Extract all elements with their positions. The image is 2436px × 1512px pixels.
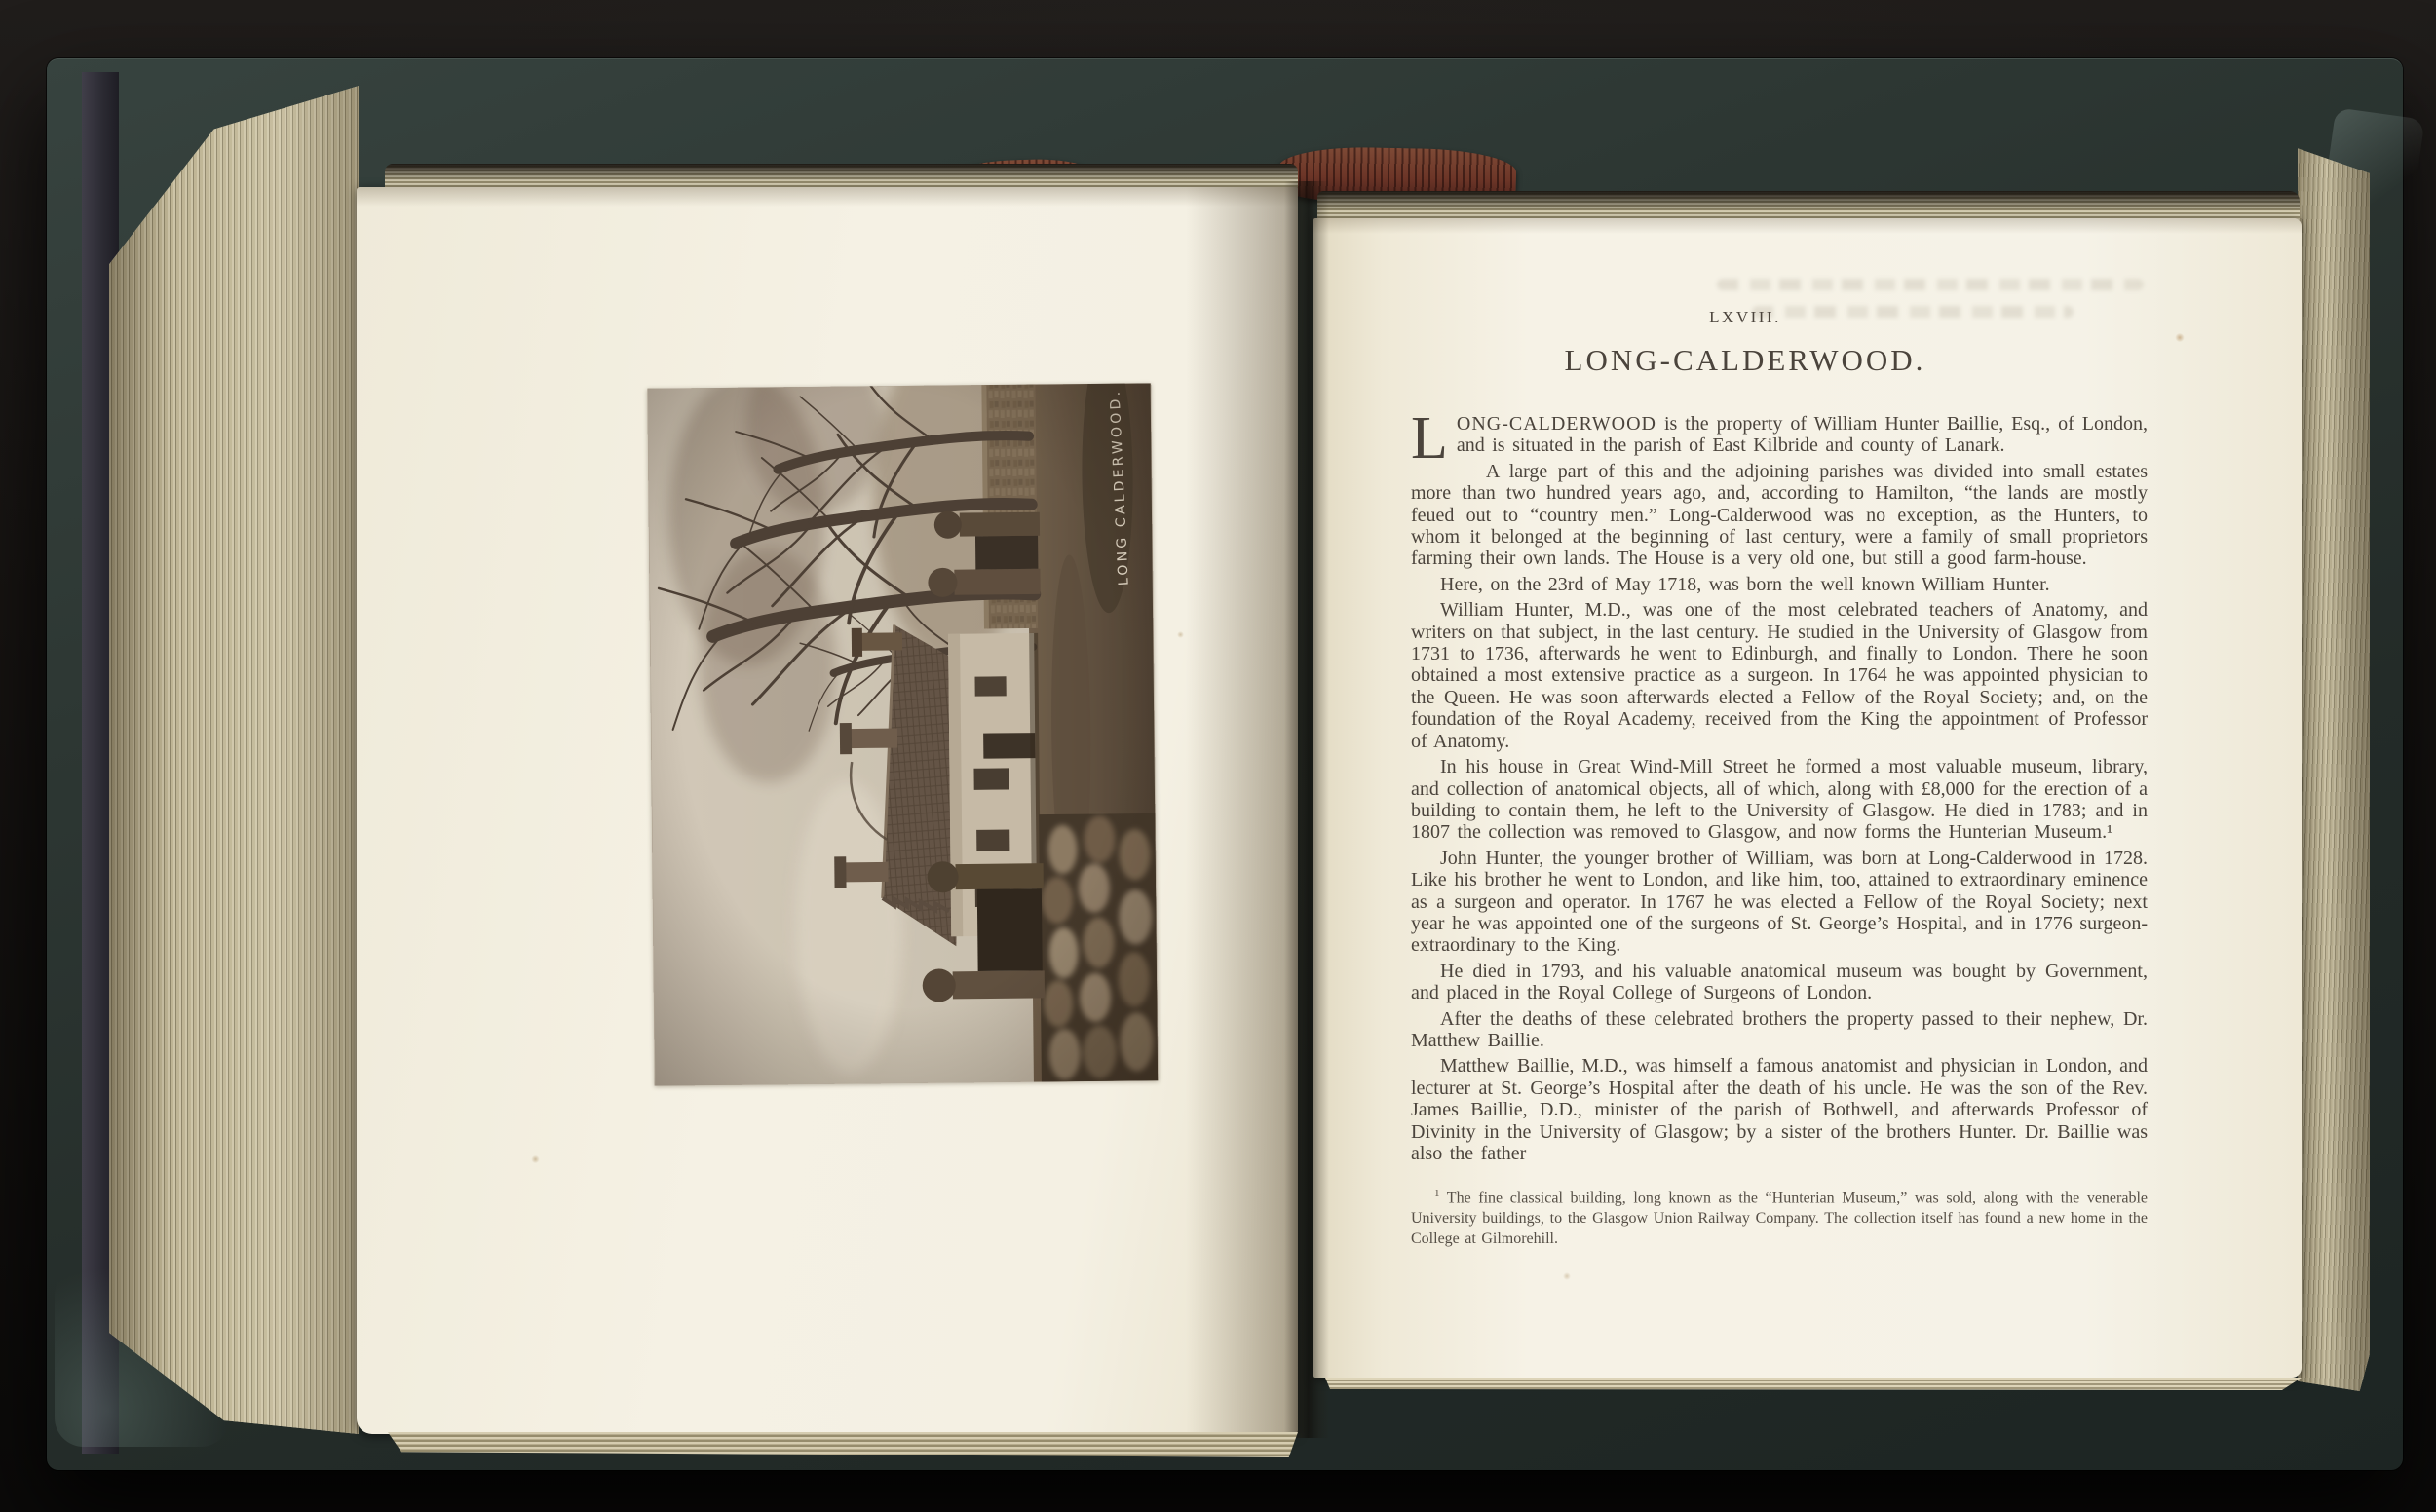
- drop-cap: L: [1411, 405, 1448, 472]
- body-paragraph: He died in 1793, and his valuable anatomical museum was bought by Government, and placed in the Royal College of Surgeons of London.: [1411, 960, 2148, 1004]
- show-through-text: [1717, 279, 2144, 290]
- foxing-speck: [2175, 333, 2185, 342]
- opening-paragraph: [1411, 405, 2148, 472]
- page-top-edges: [385, 164, 1298, 189]
- footnote-marker: 1: [1434, 1188, 1440, 1200]
- body-paragraph: A large part of this and the adjoining parishes was divided into small estates more than two hundred years ago, and, according to Hamilton, “the lands are mostly feued out to “country men.” Long-Calderwood was no exception, as the Hunters, to whom it belonged at the beginning of last century, were a family of small proprietors farming their own lands. The House is a very old one, but still a good farm-house.: [1411, 460, 2148, 570]
- footnote: [1411, 1184, 2148, 1249]
- body-paragraph: Here, on the 23rd of May 1718, was born the well known William Hunter.: [1440, 573, 2050, 595]
- body-paragraph: Matthew Baillie, M.D., was himself a famous anatomist and physician in London, and lecturer at St. George’s Hospital after the death of his uncle. He was the son of the Rev. James Baillie, D.D., minister of the parish of Bothwell, and afterwards Professor of Divinity in the University of Glasgow; by a sister of the brothers Hunter. Dr. Baillie was also the father: [1411, 1055, 2148, 1164]
- page-top-edges: [1317, 191, 2300, 220]
- farmhouse-photograph: [647, 383, 1158, 1085]
- page-bottom-edges: [1325, 1378, 2302, 1390]
- right-page-block-fore-edge: [2298, 142, 2370, 1391]
- chapter-heading: [1411, 308, 2148, 378]
- body-paragraph: John Hunter, the younger brother of William, was born at Long-Calderwood in 1728. Like his brother he went to London, and like him, too, attained to extraordinary eminence as a surgeon and operator. In 1767 he was elected a Fellow of the Royal Society; next year he was appointed one of the surgeons of St. George’s Hospital, and in 1776 surgeon-extraordinary to the King.: [1411, 847, 2148, 957]
- gutter-shadow: [1284, 181, 1329, 1438]
- left-page-block-fore-edge: [109, 82, 359, 1434]
- body-paragraph: After the deaths of these celebrated brothers the property passed to their nephew, Dr. Matthew Baillie.: [1411, 1007, 2148, 1051]
- foxing-speck: [1563, 1272, 1571, 1280]
- chapter-number: LXVIII.: [1709, 308, 1781, 326]
- foxing-speck: [531, 1155, 540, 1163]
- body-paragraph: William Hunter, M.D., was one of the most celebrated teachers of Anatomy, and writers on that subject, in the last century. He studied in the University of Glasgow from 1731 to 1736, afterwards he went to Edinburgh, and finally to London. There he soon obtained a most extensive practice as a surgeon. In 1764 he was appointed physician to the Queen. He was soon afterwards elected a Fellow of the Royal Society; and, on the foundation of the Royal Academy, received from the King the appointment of Professor of Anatomy.: [1411, 599, 2148, 752]
- page-title: LONG-CALDERWOOD.: [1564, 343, 1926, 377]
- body-paragraph: In his house in Great Wind-Mill Street he formed a most valuable museum, library, and collection of anatomical objects, all of which, along with £8,000 for the erection of a building to contain them, he left to the University of Glasgow. He died in 1783; and in 1807 the collection was removed to Glasgow, and now forms the Hunterian Museum.¹: [1411, 756, 2148, 844]
- farmhouse-photo-art: [647, 383, 1158, 1085]
- opening-caps: ONG-CALDERWOOD: [1456, 413, 1656, 435]
- foxing-speck: [1177, 631, 1184, 638]
- footnote-text: The fine classical building, long known as the “Hunterian Museum,” was sold, along with the venerable University buildings, to the Glasgow Union Railway Company. The collection itself has found a new home in the College at Gilmorehill.: [1411, 1190, 2149, 1247]
- opening-text: is the property of William Hunter Baillie, Esq., of London, and is situated in the parish of East Kilbride and county of Lanark.: [1456, 413, 2148, 457]
- body-paragraphs: [1411, 461, 2148, 1165]
- text-column: [1411, 308, 2148, 1249]
